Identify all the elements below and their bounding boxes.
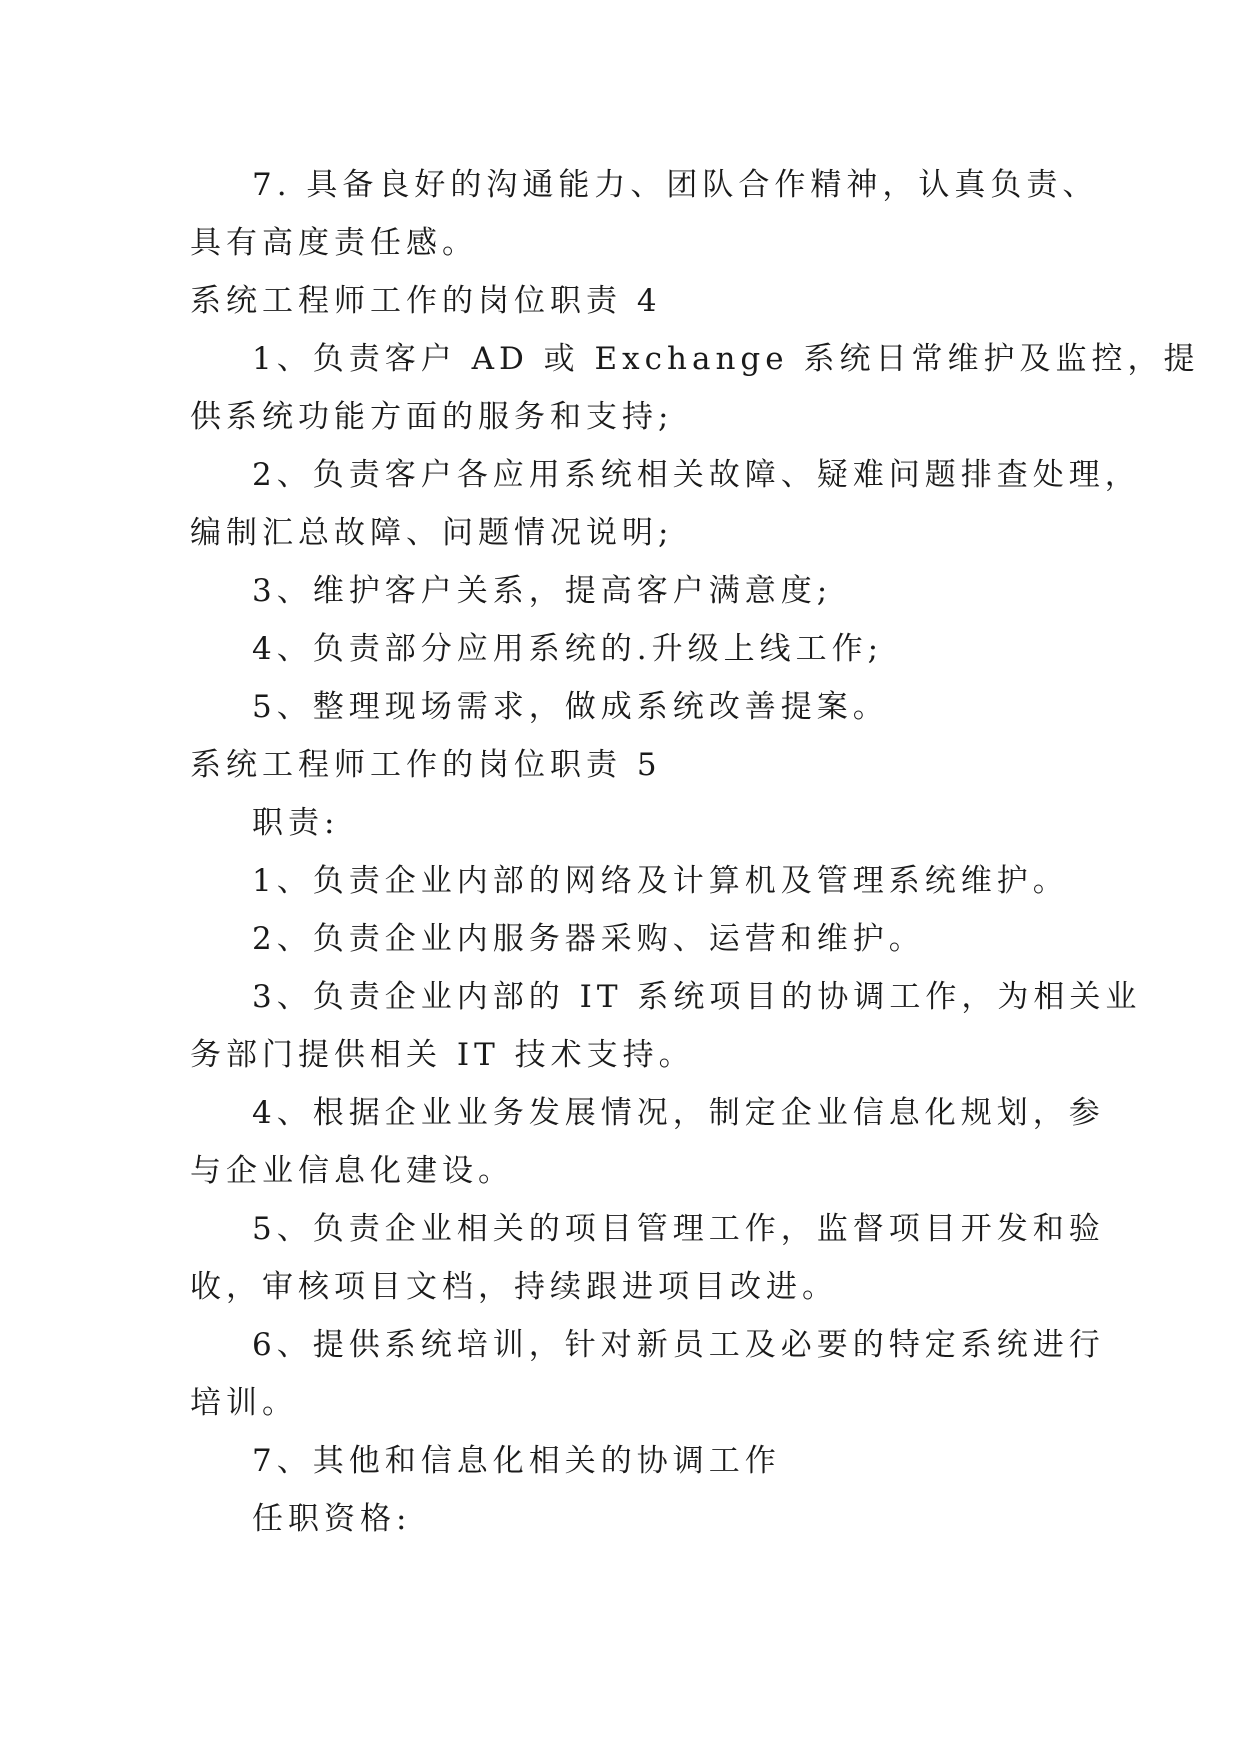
paragraph-line: 4、根据企业业务发展情况，制定企业信息化规划，参 xyxy=(252,1095,1105,1131)
section-heading: 系统工程师工作的岗位职责 5 xyxy=(190,747,662,783)
paragraph-line: 5、整理现场需求，做成系统改善提案。 xyxy=(252,689,889,725)
paragraph-line: 7、其他和信息化相关的协调工作 xyxy=(252,1443,781,1479)
paragraph-line: 与企业信息化建设。 xyxy=(190,1153,514,1189)
paragraph-line: 收，审核项目文档，持续跟进项目改进。 xyxy=(190,1269,838,1305)
paragraph-line: 6、提供系统培训，针对新员工及必要的特定系统进行 xyxy=(252,1327,1105,1363)
paragraph-line: 供系统功能方面的服务和支持; xyxy=(190,399,674,435)
paragraph-line: 4、负责部分应用系统的.升级上线工作; xyxy=(252,631,884,667)
paragraph-line: 培训。 xyxy=(190,1385,298,1421)
paragraph-line: 2、负责客户各应用系统相关故障、疑难问题排查处理， xyxy=(252,457,1141,493)
paragraph-line: 任职资格: xyxy=(252,1501,412,1537)
paragraph-line: 2、负责企业内服务器采购、运营和维护。 xyxy=(252,921,925,957)
paragraph-line: 务部门提供相关 IT 技术支持。 xyxy=(190,1037,695,1073)
paragraph-line: 职责: xyxy=(252,805,340,841)
paragraph-line: 7. 具备良好的沟通能力、团队合作精神，认真负责、 xyxy=(252,167,1099,203)
paragraph-line: 3、维护客户关系，提高客户满意度; xyxy=(252,573,833,609)
paragraph-line: 5、负责企业相关的项目管理工作，监督项目开发和验 xyxy=(252,1211,1105,1247)
paragraph-line: 1、负责客户 AD 或 Exchange 系统日常维护及监控，提 xyxy=(252,341,1200,377)
paragraph-line: 编制汇总故障、问题情况说明; xyxy=(190,515,674,551)
paragraph-line: 具有高度责任感。 xyxy=(190,225,478,261)
section-heading: 系统工程师工作的岗位职责 4 xyxy=(190,283,662,319)
paragraph-line: 1、负责企业内部的网络及计算机及管理系统维护。 xyxy=(252,863,1069,899)
paragraph-line: 3、负责企业内部的 IT 系统项目的协调工作，为相关业 xyxy=(252,979,1142,1015)
